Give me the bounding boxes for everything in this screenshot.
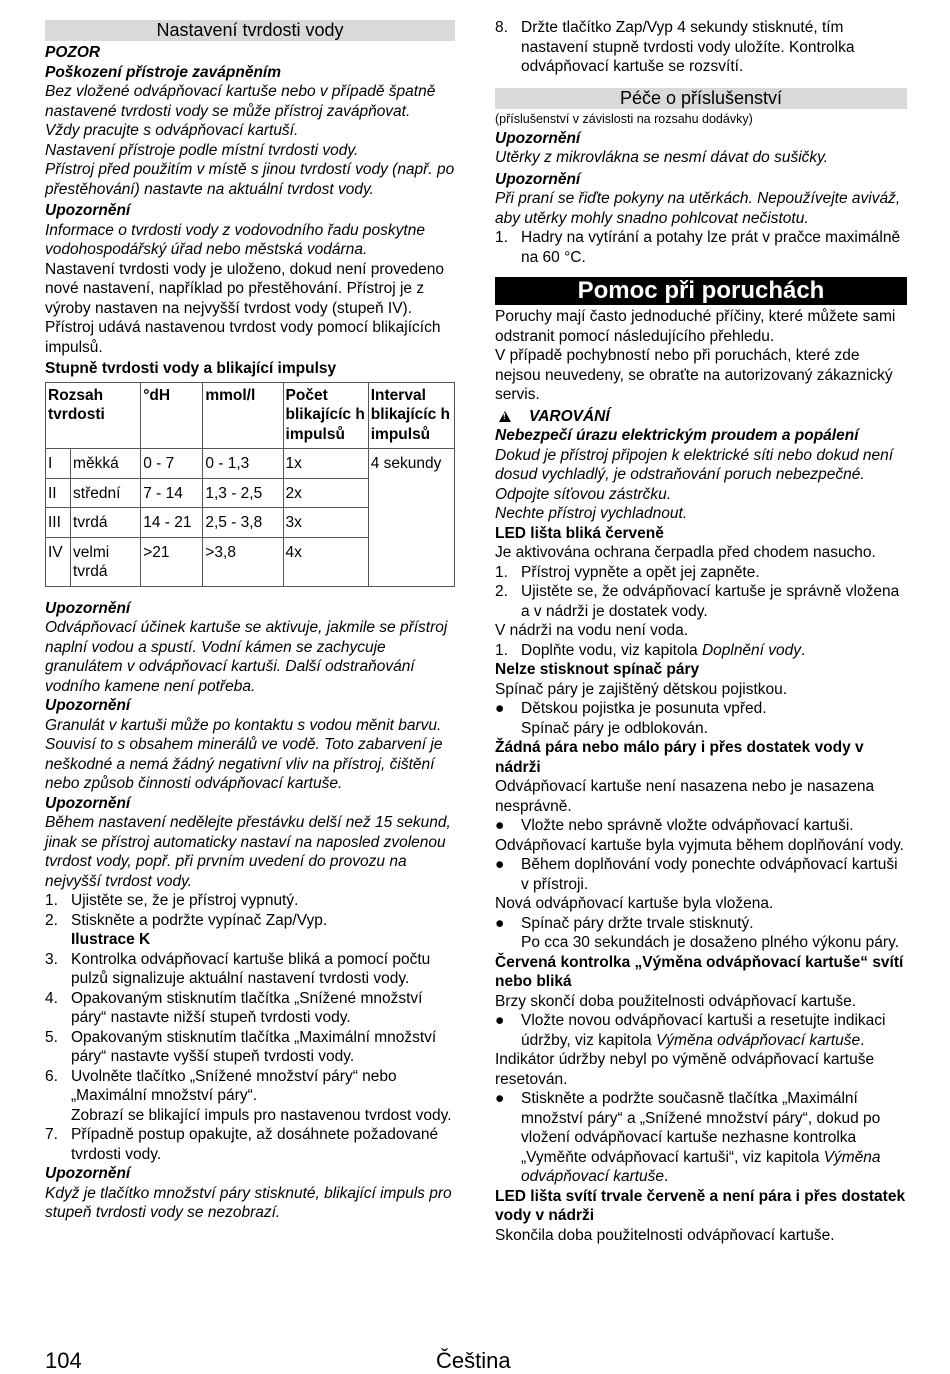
care-subtitle: (příslušenství v závislosti na rozsahu dodávky) [495,111,753,126]
cell-name: velmi tvrdá [71,537,141,586]
list-item: 2. Stiskněte a podržte vypínač Zap/Vyp. Ilustrace K [45,911,328,948]
bullet-icon: ● [495,1090,505,1107]
list-item: 8. Držte tlačítko Zap/Vyp 4 sekundy stisknuté, tím nastavení stupně tvrdosti vody uložíte. Kontrolka odvápňovací kartuše se rozsvítí. [495,19,855,75]
damage-text: Bez vložené odvápňovací kartuše nebo v případě špatně nastavené tvrdosti vody se může přístroj zavápňovat. [45,83,436,120]
list-item: 6. Uvolněte tlačítko „Snížené množství páry“ nebo „Maximální množství páry“. Zobrazí se blikající impuls pro nastavenou tvrdost vody. [45,1067,452,1124]
cell-interval: 4 sekundy [368,449,454,587]
cell-mmol: 1,3 - 2,5 [203,478,283,508]
left-column [45,18,455,1223]
hardness-table [45,382,455,587]
table-row [46,449,455,479]
list-item: 5. Opakovaným stisknutím tlačítka „Maximální množství páry“ nastavte vyšší stupeň tvrdosti vody. [45,1028,437,1065]
bullet-icon: ● [495,1012,505,1029]
troubleshooting-heading: Pomoc při poruchách [495,277,907,305]
cell-dh: 0 - 7 [141,449,203,479]
note-text: Granulát v kartuši může po kontaktu s vodou měnit barvu. Souvisí to s obsahem minerálů ve vodě. Toto zabarvení je neškodné a nemá žádný negativní vliv na přístroj, čištění nebo způsob činnosti odvápňovací kartuše. [45,716,443,792]
bullet-icon: ● [495,856,505,873]
right-column [495,18,907,1245]
cell-dh: >21 [141,537,203,586]
fault-title: Žádná pára nebo málo páry i přes dostatek vody v nádrži [495,739,864,776]
cell-mmol: 2,5 - 3,8 [203,508,283,538]
note-title: Upozornění [45,1165,131,1182]
fault-title: Červená kontrolka „Výměna odvápňovací kartuše“ svítí nebo bliká [495,953,904,990]
fault-text: Brzy skončí doba použitelnosti odvápňovací kartuše. [495,992,857,1010]
fault-text: Skončila doba použitelnosti odvápňovací kartuše. [495,1226,835,1244]
damage-title: Poškození přístroje zavápněním [45,63,282,81]
cell-count: 2x [283,478,368,508]
list-item: 1. Hadry na vytírání a potahy lze prát v pračce maximálně na 60 °C. [495,229,901,266]
list-item: ● Dětskou pojistka je posunuta vpřed. Spínač páry je odblokován. [495,700,767,737]
page-language: Čeština [436,1348,511,1373]
cell-dh: 7 - 14 [141,478,203,508]
table-title: Stupně tvrdosti vody a blikající impulsy [45,360,337,377]
help-paragraph: V případě pochybností nebo při poruchách, které zde nejsou neuvedeny, se obraťte na autorizovaný zákaznický servis. [495,347,893,403]
list-item: ● Vložte nebo správně vložte odvápňovací kartuši. [495,817,854,834]
fault-text: Nová odvápňovací kartuše byla vložena. [495,895,774,912]
note-text: Během nastavení nedělejte přestávku delší než 15 sekund, jinak se přístroj automaticky nastaví na naposled zvolenou tvrdost vody, popř. při prvním uvedení do provozu na nejvyšší tvrdost vody. [45,814,451,890]
note-title: Upozornění [495,170,581,188]
warning-text: Nechte přístroj vychladnout. [495,505,688,522]
fault-text: Je aktivována ochrana čerpadla před chodem nasucho. [495,544,876,561]
warning-text: Dokud je přístroj připojen k elektrické síti nebo dokud není dosud vychladlý, je odstraňování poruch nebezpečné. [495,446,894,483]
list-item: ● Vložte novou odvápňovací kartuši a resetujte indikaci údržby, viz kapitola Výměna odvápňovací kartuše. [495,1012,886,1049]
bullet-icon: ● [495,817,505,834]
caution-label: POZOR [45,44,101,61]
cell-level: I [46,449,71,479]
fault-text: Odvápňovací kartuše není nasazena nebo je nasazena nesprávně. [495,778,875,815]
fault-title: LED lišta svítí trvale červeně a není pára i přes dostatek vody v nádrži [495,1187,906,1224]
help-paragraph: Poruchy mají často jednoduché příčiny, které můžete sami odstranit pomocí následujícího přehledu. [495,308,896,345]
note-title: Upozornění [45,599,131,617]
header-dh: °dH [141,382,203,449]
water-hardness-heading: Nastavení tvrdosti vody [45,20,455,41]
cell-count: 3x [283,508,368,538]
header-interval: Interval blikajícíc h impulsů [368,382,454,449]
list-item: 1. Doplňte vodu, viz kapitola Doplnění vody. [495,641,806,659]
list-item: 1. Ujistěte se, že je přístroj vypnutý. [45,892,299,909]
warning-text: Odpojte síťovou zástrčku. [495,485,672,503]
accessory-care-heading: Péče o příslušenství [495,88,907,109]
note-title: Upozornění [45,697,131,714]
cell-name: tvrdá [71,508,141,538]
cell-count: 1x [283,449,368,479]
note-text: Utěrky z mikrovlákna se nesmí dávat do sušičky. [495,149,829,166]
settings-paragraph: Nastavení tvrdosti vody je uloženo, dokud není provedeno nové nastavení, například po přestěhování. Přístroj je z výroby nastaven na nejvyšší tvrdost vody (stupeň IV). Přístroj udává nastavenou tvrdost vody pomocí blikajících impulsů. [45,260,444,356]
warning-label: VAROVÁNÍ [529,407,610,425]
note-text: Informace o tvrdosti vody z vodovodního řadu poskytne vodohospodářský úřad nebo městská vodárna. [45,221,425,258]
cell-mmol: >3,8 [203,537,283,586]
cell-name: střední [71,478,141,508]
note-title: Upozornění [45,794,131,812]
note-title: Upozornění [45,202,131,219]
note-text: Při praní se řiďte pokyny na utěrkách. Nepoužívejte aviváž, aby utěrky mohly snadno pohlcovat nečistotu. [495,190,901,227]
note-text: Odvápňovací účinek kartuše se aktivuje, jakmile se přístroj naplní vodou a spustí. Vodní kámen se zachycuje granulátem v odvápňovací kartuši. Další odstraňování vodního kamene není potřeba. [45,619,448,695]
list-item: ● Spínač páry držte trvale stisknutý. Po cca 30 sekundách je dosaženo plného výkonu páry. [495,914,899,951]
always-text: Vždy pracujte s odvápňovací kartuší. [45,122,299,139]
warning-title: Nebezpečí úrazu elektrickým proudem a popálení [495,427,859,444]
page-number: 104 [45,1348,82,1373]
fault-title: Nelze stisknout spínač páry [495,661,700,678]
illustration-ref: Ilustrace K [71,931,151,948]
cell-name: měkká [71,449,141,479]
list-item: 1. Přístroj vypněte a opět jej zapněte. [495,563,760,581]
list-item: 3. Kontrolka odvápňovací kartuše bliká a pomocí počtu pulzů signalizuje aktuální nastavení tvrdosti vody. [45,950,431,987]
fault-title: LED lišta bliká červeně [495,524,664,542]
cell-dh: 14 - 21 [141,508,203,538]
cell-count: 4x [283,537,368,586]
cell-level: II [46,478,71,508]
fault-text: Indikátor údržby nebyl po výměně odvápňovací kartuše resetován. [495,1051,875,1088]
note-title: Upozornění [495,129,581,147]
list-item: ● Stiskněte a podržte současně tlačítka „Maximální množství páry“ a „Snížené množství páry“, dokud po vložení odvápňovací kartuše nezhasne kontrolka „Vyměňte odvápňovací kartuši“, viz kapitola Výměna odvápňovací kartuše. [495,1090,881,1185]
fault-text: V nádrži na vodu není voda. [495,622,689,639]
cell-level: IV [46,537,71,586]
header-count: Počet blikajícíc h impulsů [283,382,368,449]
list-item: ● Během doplňování vody ponechte odvápňovací kartuši v přístroji. [495,856,898,893]
warning-triangle-icon [499,411,511,422]
cell-level: III [46,508,71,538]
warning-row [495,407,907,427]
header-mmol: mmol/l [203,382,283,449]
header-range: Rozsah tvrdosti [46,382,141,449]
list-item: 7. Případně postup opakujte, až dosáhnete požadované tvrdosti vody. [45,1126,439,1163]
cell-mmol: 0 - 1,3 [203,449,283,479]
set-text: Nastavení přístroje podle místní tvrdosti vody. [45,141,359,159]
fault-text: Spínač páry je zajištěný dětskou pojistkou. [495,680,788,698]
table-header-row [46,382,455,449]
before-use-text: Přístroj před použitím v místě s jinou tvrdostí vody (např. po přestěhování) nastavte na aktuální tvrdost vody. [45,161,455,198]
bullet-icon: ● [495,700,505,717]
note-text: Když je tlačítko množství páry stisknuté, blikající impuls pro stupeň tvrdosti vody se nezobrazí. [45,1184,452,1221]
bullet-icon: ● [495,914,505,932]
list-item: 2. Ujistěte se, že odvápňovací kartuše je správně vložena a v nádrži je dostatek vody. [495,583,900,620]
fault-text: Odvápňovací kartuše byla vyjmuta během doplňování vody. [495,836,904,854]
list-item: 4. Opakovaným stisknutím tlačítka „Snížené množství páry“ nastavte nižší stupeň tvrdosti vody. [45,989,423,1026]
